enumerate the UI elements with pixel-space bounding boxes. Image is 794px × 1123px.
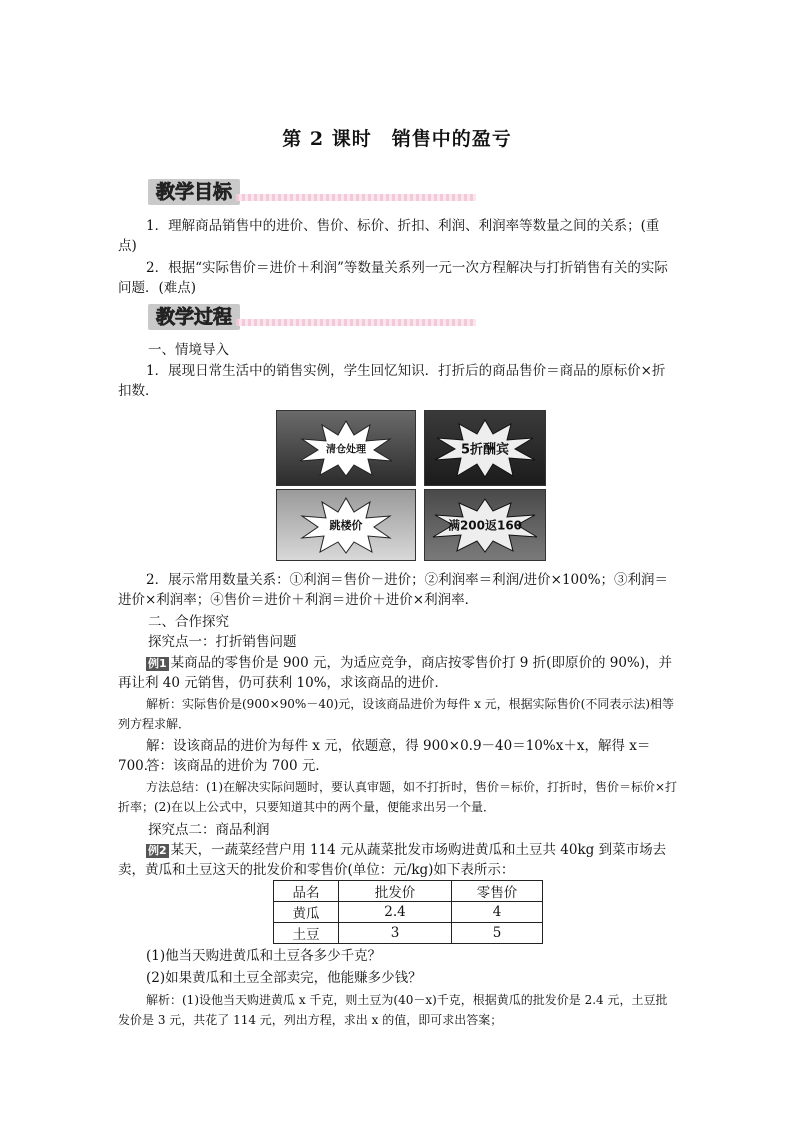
goal-2: 2．根据“实际售价＝进价＋利润”等数量关系列一元一次方程解决与打折销售有关的实际问题．(难点) [118, 260, 668, 296]
table-row [274, 923, 543, 944]
question-1: (1)他当天购进黄瓜和土豆各多少千克？ [146, 948, 382, 964]
explore-point-2: 探究点二：商品利润 [148, 822, 270, 838]
table-header-row [274, 881, 543, 902]
table-cell: 4 [452, 902, 543, 923]
method-summary: 方法总结：(1)在解决实际问题时，要认真审题，如不打折时，售价＝标价，打折时，售价＝标价×打折率；(2)在以上公式中，只要知道其中的两个量，便能求出另一个量． [118, 780, 678, 814]
example-2-text: 某天，一蔬菜经营户用 114 元从蔬菜批发市场购进黄瓜和土豆共 40kg 到菜市场去卖，黄瓜和土豆这天的批发价和零售价(单位：元/kg)如下表所示： [118, 842, 667, 878]
example-1-text: 某商品的零售价是 900 元，为适应竞争，商店按零售价打 9 折(即原价的 90%)，并再让利 40 元销售，仍可获利 10%，求该商品的进价． [118, 655, 673, 691]
example-1-analysis: 解析：实际售价是(900×90%－40)元，设该商品进价为每件 x 元，根据实际售价(不同表示法)相等列方程求解． [118, 697, 675, 731]
sale-photo-jumpprice [276, 489, 416, 561]
relations-text: 2．展示常用数量关系：①利润＝售价－进价；②利润率＝利润/进价×100%；③利润＝进价×利润率；④售价＝进价＋利润＝进价＋进价×利润率． [118, 572, 669, 608]
table-header: 品名 [274, 881, 339, 902]
example-badge: 例1 [148, 657, 167, 670]
banner-stripe [236, 194, 476, 201]
price-table [273, 880, 543, 944]
section-banner-process [148, 304, 476, 332]
table-cell: 2.4 [339, 902, 452, 923]
sale-photo-clearance [276, 410, 416, 486]
table-row [274, 902, 543, 923]
example-2-analysis: 解析：(1)设他当天购进黄瓜 x 千克，则土豆为(40－x)千克，根据黄瓜的批发价是 2.4 元，土豆批发价是 3 元，共花了 114 元，列出方程，求出 x 的值，即可求出答案； [118, 993, 668, 1027]
photo-caption: 清仓处理 [326, 444, 366, 456]
example-1 [118, 653, 678, 693]
heading-explore: 二、合作探究 [148, 614, 229, 630]
goal-1: 1．理解商品销售中的进价、售价、标价、折扣、利润、利润率等数量之间的关系；(重点) [118, 218, 660, 254]
example-1-answer: 答：该商品的进价为 700 元． [146, 758, 329, 774]
table-cell: 土豆 [274, 923, 339, 944]
photo-caption: 满200返160 [447, 518, 523, 533]
table-cell: 黄瓜 [274, 902, 339, 923]
photo-caption: 跳楼价 [329, 519, 363, 532]
sale-photo-rebate [424, 489, 546, 561]
sale-photo-discount [424, 410, 546, 486]
table-header: 零售价 [452, 881, 543, 902]
intro-text: 1．展现日常生活中的销售实例，学生回忆知识．打折后的商品售价＝商品的原标价×折扣数． [118, 363, 666, 399]
explore-point-1: 探究点一：打折销售问题 [148, 634, 297, 650]
table-cell: 3 [339, 923, 452, 944]
example-1-solution: 解：设该商品的进价为每件 x 元，依题意，得 900×0.9－40＝10%x＋x，解得 x＝700． [118, 738, 651, 774]
photo-caption: 5折酬宾 [460, 442, 510, 458]
table-header: 批发价 [339, 881, 452, 902]
section-label-goals: 教学目标 [148, 179, 240, 205]
page-title: 第 2 课时 销售中的盈亏 [282, 128, 512, 150]
heading-intro: 一、情境导入 [148, 342, 229, 358]
question-2: (2)如果黄瓜和土豆全部卖完，他能赚多少钱？ [146, 970, 422, 986]
table-cell: 5 [452, 923, 543, 944]
example-2 [118, 840, 678, 880]
section-label-process: 教学过程 [148, 304, 240, 330]
example-badge: 例2 [148, 844, 167, 857]
banner-stripe [236, 319, 476, 326]
section-banner-goals [148, 179, 476, 207]
